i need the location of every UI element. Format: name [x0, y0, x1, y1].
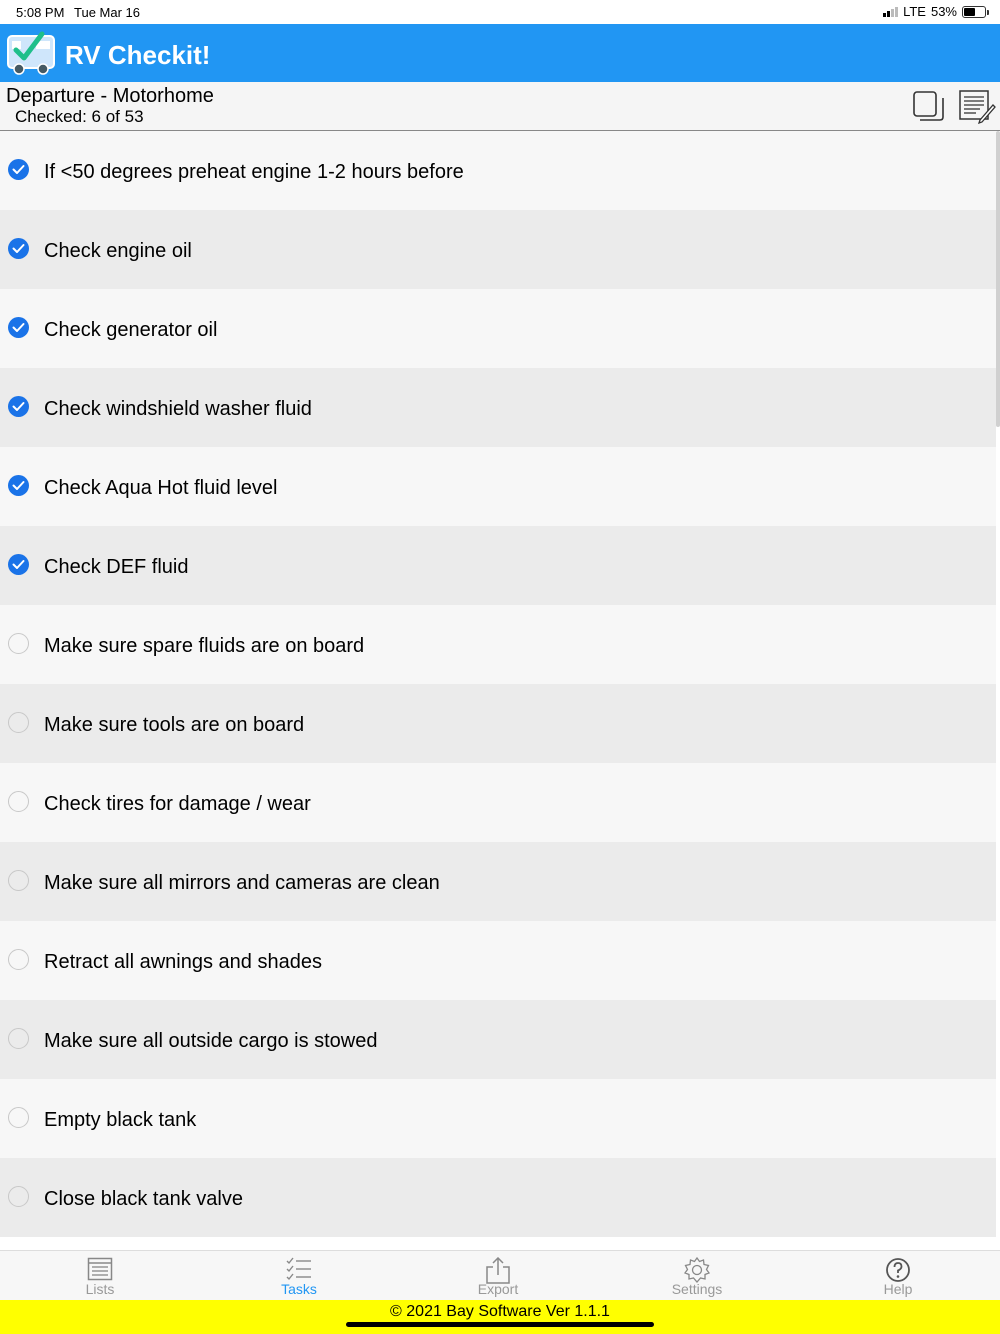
unchecked-circle-icon[interactable]: [8, 712, 29, 733]
footer-banner: [0, 1300, 1000, 1334]
task-label: Make sure tools are on board: [44, 714, 305, 736]
signal-icon: [883, 7, 898, 17]
checklist-icon: [285, 1257, 313, 1281]
task-row[interactable]: [0, 1079, 996, 1158]
task-label: Check tires for damage / wear: [44, 793, 311, 815]
task-row[interactable]: [0, 1158, 996, 1237]
status-date: Tue Mar 16: [74, 5, 140, 20]
rv-checkmark-logo: [6, 30, 56, 76]
task-label: If <50 degrees preheat engine 1-2 hours before: [44, 161, 464, 183]
task-label: Check windshield washer fluid: [44, 398, 312, 420]
tab-bar: [0, 1250, 1000, 1300]
task-row[interactable]: [0, 921, 996, 1000]
task-row[interactable]: [0, 526, 996, 605]
unchecked-circle-icon[interactable]: [8, 791, 29, 812]
status-time: 5:08 PM: [16, 5, 65, 20]
unchecked-circle-icon[interactable]: [8, 1028, 29, 1049]
task-row[interactable]: [0, 605, 996, 684]
tab-label: Export: [477, 1281, 519, 1297]
unchecked-circle-icon[interactable]: [8, 1107, 29, 1128]
unchecked-circle-icon[interactable]: [8, 1186, 29, 1207]
app-header: [0, 24, 1000, 82]
edit-list-icon[interactable]: [958, 88, 996, 124]
task-label: Make sure all mirrors and cameras are clean: [44, 872, 440, 894]
checked-circle-icon[interactable]: [8, 396, 29, 417]
task-label: Check generator oil: [44, 319, 218, 341]
battery-icon: [962, 6, 986, 18]
tab-label: Tasks: [281, 1281, 317, 1297]
tab-label: Lists: [85, 1281, 115, 1297]
checked-count: Checked: 6 of 53: [15, 107, 144, 126]
task-row[interactable]: [0, 842, 996, 921]
tab-help[interactable]: [858, 1257, 938, 1297]
scrollbar[interactable]: [996, 131, 1000, 427]
copy-icon[interactable]: [912, 90, 946, 124]
tab-lists[interactable]: [60, 1257, 140, 1297]
help-icon: [885, 1257, 911, 1283]
task-row[interactable]: [0, 131, 996, 210]
app-title: RV Checkit!: [65, 40, 211, 70]
status-indicators: [883, 4, 986, 19]
checked-circle-icon[interactable]: [8, 159, 29, 180]
task-label: Check DEF fluid: [44, 556, 189, 578]
list-header: [0, 82, 1000, 131]
task-label: Empty black tank: [44, 1109, 197, 1131]
task-label: Make sure spare fluids are on board: [44, 635, 365, 657]
checked-circle-icon[interactable]: [8, 475, 29, 496]
status-bar: [0, 0, 1000, 24]
task-row[interactable]: [0, 1000, 996, 1079]
checked-circle-icon[interactable]: [8, 317, 29, 338]
tab-label: Settings: [671, 1281, 723, 1297]
checked-circle-icon[interactable]: [8, 238, 29, 259]
battery-percent: 53%: [930, 4, 957, 19]
network-label: LTE: [903, 4, 926, 19]
home-indicator[interactable]: [346, 1322, 654, 1327]
task-label: Check Aqua Hot fluid level: [44, 477, 278, 499]
task-row[interactable]: [0, 684, 996, 763]
tab-tasks[interactable]: [259, 1257, 339, 1297]
task-row[interactable]: [0, 368, 996, 447]
task-label: Retract all awnings and shades: [44, 951, 322, 973]
task-list: [0, 131, 996, 1249]
task-row[interactable]: [0, 763, 996, 842]
list-icon: [87, 1257, 113, 1281]
task-row[interactable]: [0, 289, 996, 368]
gear-icon: [683, 1257, 711, 1283]
task-label: Make sure all outside cargo is stowed: [44, 1030, 378, 1052]
unchecked-circle-icon[interactable]: [8, 870, 29, 891]
task-row[interactable]: [0, 447, 996, 526]
task-row[interactable]: [0, 210, 996, 289]
tab-label: Help: [883, 1281, 913, 1297]
list-name: Departure - Motorhome: [6, 85, 214, 107]
task-label: Check engine oil: [44, 240, 192, 262]
footer-text: © 2021 Bay Software Ver 1.1.1: [390, 1303, 610, 1320]
unchecked-circle-icon[interactable]: [8, 949, 29, 970]
unchecked-circle-icon[interactable]: [8, 633, 29, 654]
tab-settings[interactable]: [657, 1257, 737, 1297]
tab-export[interactable]: [458, 1257, 538, 1297]
task-label: Close black tank valve: [44, 1188, 243, 1210]
checked-circle-icon[interactable]: [8, 554, 29, 575]
